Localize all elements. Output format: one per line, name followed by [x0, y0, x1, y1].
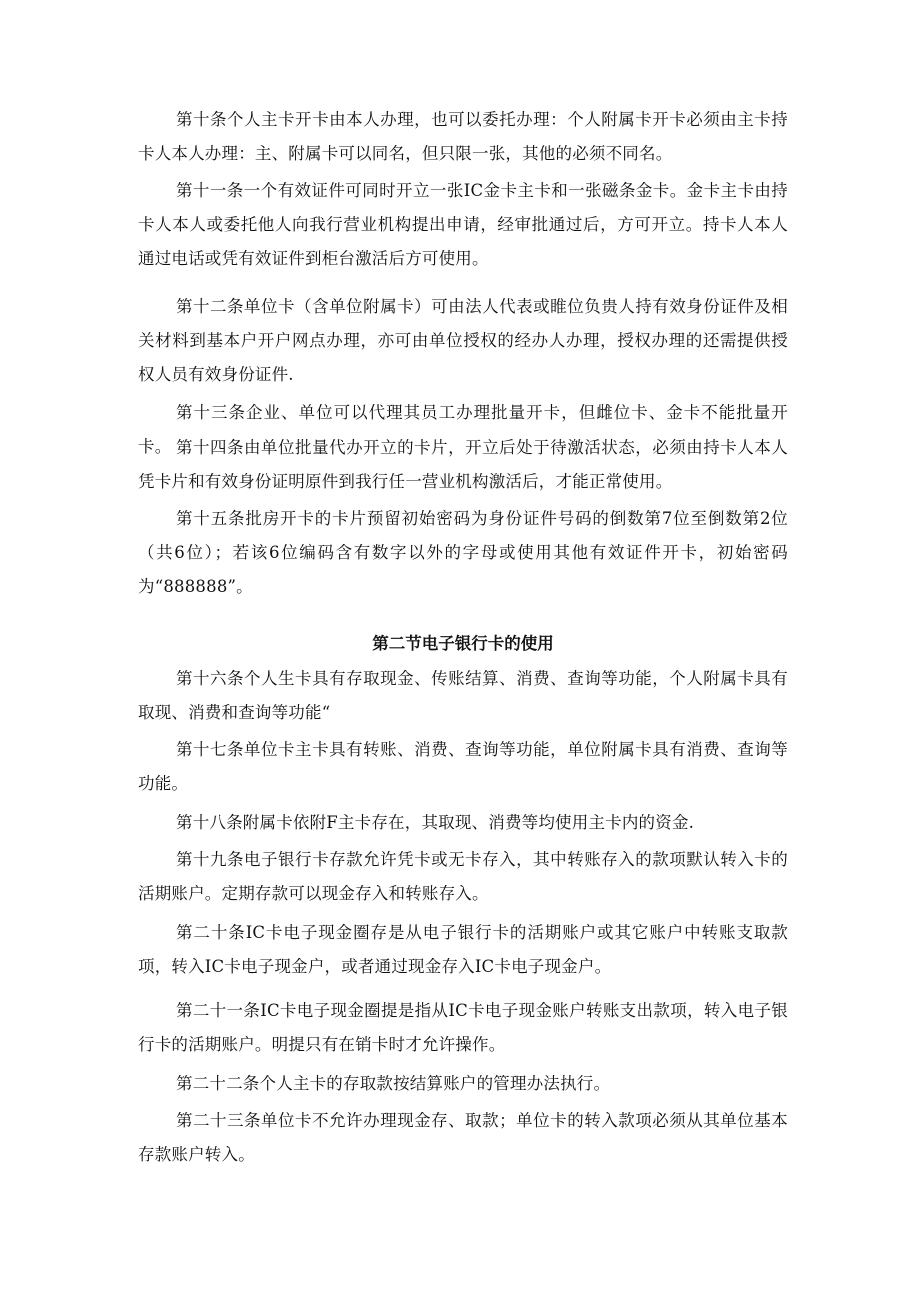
article-11-paragraph: 第十一条一个有效证件可同时开立一张IC金卡主卡和一张磁条金卡。金卡主卡由持卡人本人或委托他人向我行营业机构提出申请，经审批通过后，方可开立。持卡人本人通过电话或凭有效证件到柜台激活后方可使用。 [138, 181, 788, 268]
article-14-paragraph: 第十四条由单位批量代办开立的卡片，开立后处于待激活状态，必须由持卡人本人凭卡片和有效身份证明原件到我行任一营业机构激活后，才能正常使用。 [138, 438, 788, 491]
article-21-paragraph: 第二十一条IC卡电子现金圈提是指从IC卡电子现金账户转账支出款项，转入电子银行卡的活期账户。明提只有在销卡时才允许操作。 [138, 1001, 788, 1054]
article-22-paragraph: 第二十二条个人主卡的存取款按结算账户的管理办法执行。 [176, 1074, 611, 1093]
article-18-paragraph: 第十八条附属卡依附F主卡存在，其取现、消费等均使用主卡内的资金. [176, 813, 695, 832]
article-12-paragraph: 第十二条单位卡（含单位附属卡）可由法人代表或睢位负贵人持有效身份证件及相关材料到基本户开户网点办理，亦可由单位授权的经办人办理，授权办理的还需提供授权人员有效身份证件. [138, 297, 788, 384]
article-17-paragraph: 第十七条单位卡主卡具有转账、消费、查询等功能，单位附属卡具有消费、查询等功能。 [138, 740, 788, 793]
article-19-paragraph: 第十九条电子银行卡存款允许凭卡或无卡存入，其中转账存入的款项默认转入卡的活期账户。定期存款可以现金存入和转账存入。 [138, 850, 788, 903]
article-20-paragraph: 第二十条IC卡电子现金圈存是从电子银行卡的活期账户或其它账户中转账支取款项，转入IC卡电子现金户，或者通过现金存入IC卡电子现金户。 [138, 923, 788, 976]
article-15-paragraph: 第十五条批房开卡的卡片预留初始密码为身份证件号码的倒数第7位至倒数第2位（共6位）；若该6位编码含有数字以外的字母或使用其他有效证件开卡，初始密码为“888888”。 [138, 509, 788, 596]
article-23-paragraph: 第二十三条单位卡不允许办理现金存、取款；单位卡的转入款项必须从其单位基本存款账户转入。 [138, 1111, 788, 1164]
article-10-paragraph: 第十条个人主卡开卡由本人办理，也可以委托办理：个人附属卡开卡必须由主卡持卡人本人办理：主、附属卡可以同名，但只限一张，其他的必须不同名。 [138, 110, 788, 163]
section-title: 第二节电子银行卡的使用 [372, 634, 554, 653]
article-13-paragraph: 第十三条企业、单位可以代理其员工办理批量开卡，但雌位卡、金卡不能批量开卡。 [138, 403, 788, 456]
article-16-paragraph: 第十六条个人生卡具有存取现金、传账结算、消费、查询等功能，个人附属卡具有取现、消费和查询等功能“ [138, 669, 788, 722]
